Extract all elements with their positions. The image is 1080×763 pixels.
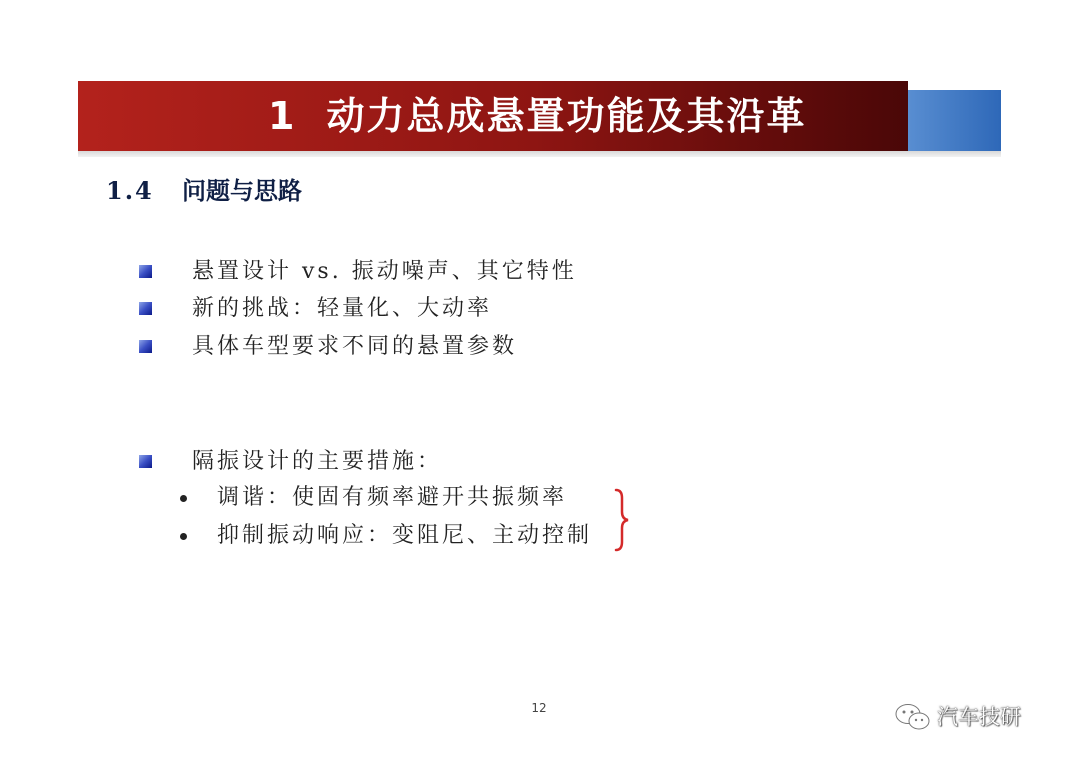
square-bullet-icon bbox=[139, 455, 152, 468]
title-banner-accent bbox=[905, 90, 1001, 156]
measures-label: 隔振设计的主要措施： bbox=[192, 449, 443, 474]
sub-bullet-text: 调谐：使固有频率避开共振频率 bbox=[217, 485, 568, 510]
title-label: 动力总成悬置功能及其沿革 bbox=[326, 94, 807, 138]
title-underline bbox=[78, 151, 1001, 157]
sub-bullet-text: 抑制振动响应：变阻尼、主动控制 bbox=[217, 523, 593, 548]
bullet-text: 悬置设计 vs. 振动噪声、其它特性 bbox=[192, 259, 577, 284]
dot-bullet-icon bbox=[180, 495, 187, 502]
page-number: 12 bbox=[531, 701, 547, 715]
dot-bullet-icon bbox=[180, 533, 187, 540]
watermark bbox=[893, 698, 1021, 734]
right-brace-icon bbox=[612, 488, 632, 552]
section-heading bbox=[106, 171, 302, 211]
slide-title bbox=[268, 89, 806, 143]
square-bullet-icon bbox=[139, 265, 152, 278]
wechat-icon bbox=[893, 702, 933, 732]
watermark-text: 汽车技研 bbox=[937, 705, 1021, 729]
section-title: 问题与思路 bbox=[182, 176, 302, 205]
square-bullet-icon bbox=[139, 302, 152, 315]
bullet-text: 具体车型要求不同的悬置参数 bbox=[192, 334, 518, 359]
bullet-text: 新的挑战：轻量化、大动率 bbox=[192, 296, 493, 321]
square-bullet-icon bbox=[139, 340, 152, 353]
section-number: 1.4 bbox=[106, 176, 154, 205]
title-number: 1 bbox=[268, 94, 297, 138]
